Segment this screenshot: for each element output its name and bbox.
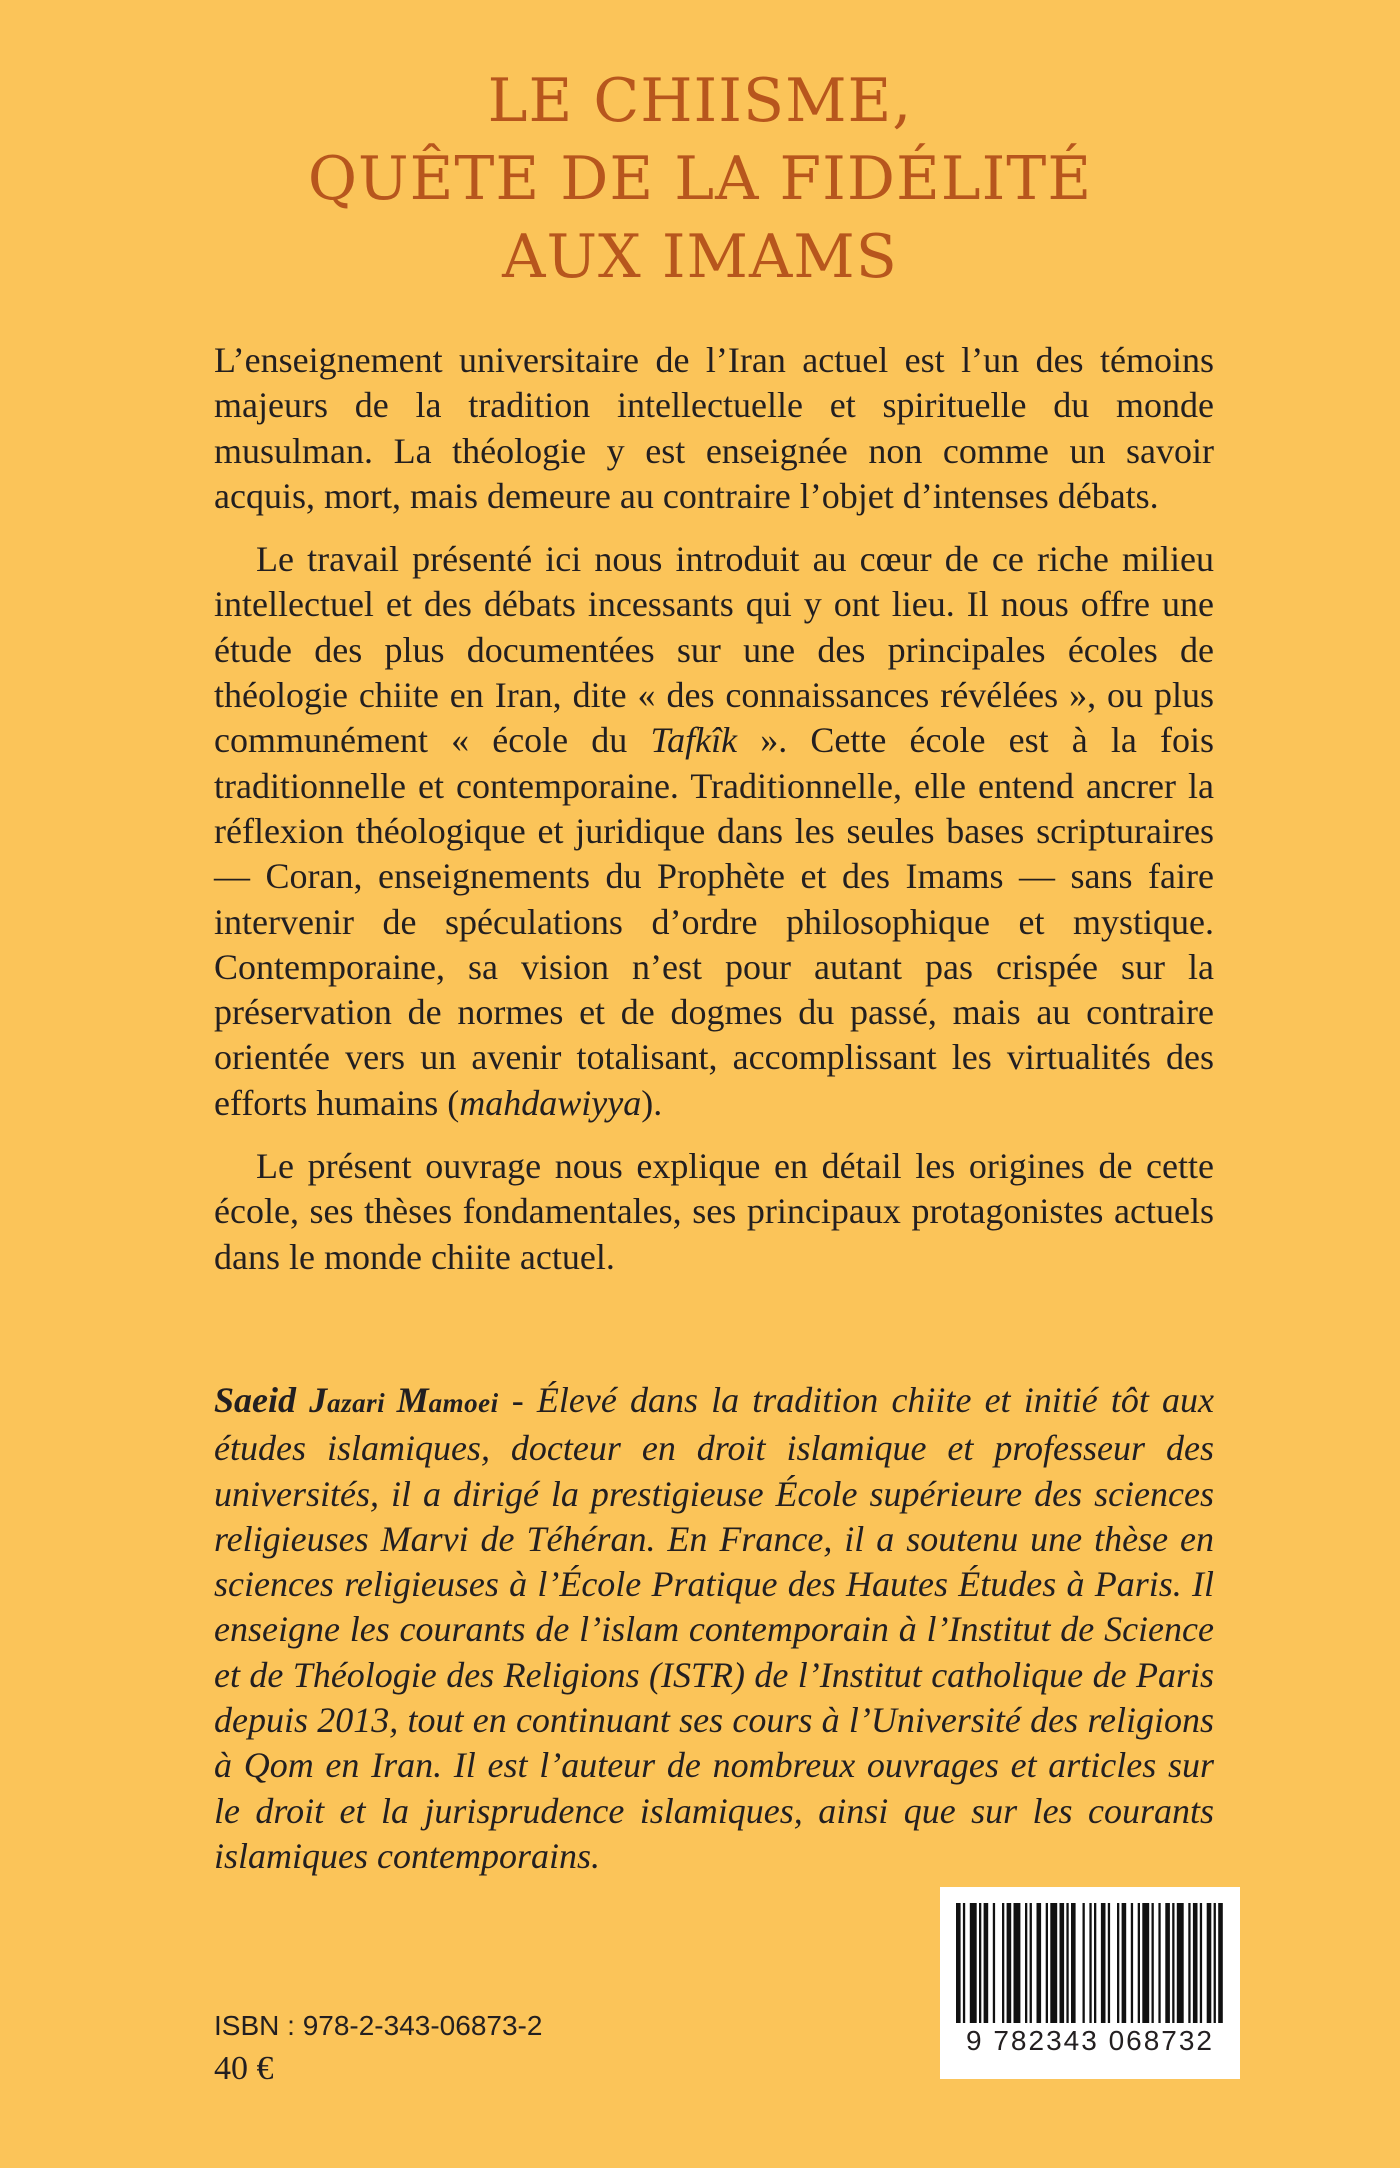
barcode-bar-6: [1002, 1903, 1004, 2023]
barcode-bar-16: [1071, 1903, 1076, 2023]
author-first-name: Saeid: [214, 1380, 310, 1420]
barcode-bar-3: [979, 1903, 981, 2023]
barcode-bar-18: [1089, 1903, 1091, 2023]
barcode-bar-2: [970, 1903, 977, 2023]
barcode-bar-32: [1188, 1903, 1190, 2023]
author-initial-m: M: [396, 1380, 429, 1420]
blurb-paragraph-2-text-a: Le travail présenté ici nous introduit au cœur de ce riche milieu intellectuel et des débats incessants qui y ont lieu. Il nous offre une étude des plus documentées sur une des principales écoles de théologie chiite en Iran, dite « des connaissances révélées », ou plus communément « école du: [214, 539, 1214, 761]
barcode-bar-29: [1165, 1903, 1170, 2023]
barcode-bar-10: [1030, 1903, 1032, 2023]
barcode-bar-26: [1142, 1903, 1149, 2023]
author-name: [214, 1380, 499, 1420]
barcode-bar-25: [1138, 1903, 1140, 2023]
barcode-bars: [954, 1903, 1226, 2023]
barcode-bar-33: [1193, 1903, 1198, 2023]
barcode-bar-27: [1152, 1903, 1154, 2023]
barcode-bar-5: [993, 1903, 995, 2023]
barcode-bar-17: [1083, 1903, 1085, 2023]
barcode-bar-31: [1177, 1903, 1184, 2023]
barcode-bar-1: [963, 1903, 965, 2023]
barcode-bar-36: [1214, 1903, 1216, 2023]
barcode-bar-15: [1066, 1903, 1068, 2023]
isbn-barcode: [940, 1887, 1240, 2079]
barcode-bar-11: [1037, 1903, 1042, 2023]
blurb-paragraph-3: Le présent ouvrage nous explique en détail les origines de cette école, ses thèses fondamentales, ses principaux protagonistes actuels dans le monde chiite actuel.: [214, 1146, 1214, 1277]
barcode-bar-13: [1050, 1903, 1057, 2023]
author-bio-text: - Élevé dans la tradition chiite et initié tôt aux études islamiques, docteur en droit islamique et professeur des universités, il a dirigé la prestigieuse École supérieure des sciences religieuses Marvi de Téhéran. En France, il a soutenu une thèse en sciences religieuses à l’École Pratique des Hautes Études à Paris. Il enseigne les courants de l’islam contemporain à l’Institut de Science et de Théologie des Religions (ISTR) de l’Institut catholique de Paris depuis 2013, tout en continuant ses cours à l’Université des religions à Qom en Iran. Il est l’auteur de nombreux ouvrages et articles sur le droit et la jurisprudence islamiques, ainsi que sur les courants islamiques contemporains.: [214, 1380, 1214, 1876]
barcode-bar-37: [1218, 1903, 1223, 2023]
barcode-bar-9: [1025, 1903, 1027, 2023]
book-title: [0, 62, 1400, 296]
author-name-part-m: amoei: [428, 1388, 499, 1418]
isbn-label: ISBN : 978-2-343-06873-2: [214, 2010, 543, 2041]
barcode-bar-35: [1207, 1903, 1212, 2023]
barcode-bar-30: [1172, 1903, 1174, 2023]
barcode-bar-28: [1158, 1903, 1160, 2023]
blurb-paragraph-1: L’enseignement universitaire de l’Iran actuel est l’un des témoins majeurs de la tradition intellectuelle et spirituelle du monde musulman. La théologie y est enseignée non comme un savoir acquis, mort, mais demeure au contraire l’objet d’intenses débats.: [214, 340, 1214, 516]
barcode-bar-23: [1122, 1903, 1127, 2023]
price-label: 40 €: [214, 2050, 274, 2087]
barcode-bar-24: [1131, 1903, 1133, 2023]
barcode-bar-22: [1117, 1903, 1119, 2023]
book-title-line-2: QUÊTE DE LA FIDÉLITÉ: [307, 144, 1093, 214]
barcode-number: 9 782343 068732: [966, 2025, 1214, 2056]
barcode-bar-20: [1101, 1903, 1106, 2023]
author-initial-j: J: [309, 1380, 328, 1420]
blurb-paragraph-2-text-c: ).: [641, 1082, 663, 1123]
blurb: [214, 338, 1214, 1298]
barcode-bar-4: [984, 1903, 989, 2023]
book-title-line-1: LE CHIISME,: [487, 66, 913, 136]
blurb-paragraph-2: [214, 537, 1214, 1126]
term-mahdawiyya: mahdawiyya: [459, 1082, 642, 1123]
book-title-line-3: AUX IMAMS: [502, 222, 898, 292]
blurb-paragraph-2-text-b: ». Cette école est à la fois traditionnelle et contemporaine. Traditionnelle, elle entend ancrer la réflexion théologique et juridique dans les seules bases scripturaires — Coran, enseignements du Prophète et des Imams — sans faire intervenir de spéculations d’ordre philosophique et mystique. Contemporaine, sa vision n’est pour autant pas crispée sur la préservation de normes et de dogmes du passé, mais au contraire orientée vers un avenir totalisant, accomplissant les virtualités des efforts humains (: [214, 720, 1214, 1123]
author-name-part-j: azari: [327, 1388, 397, 1418]
barcode-bar-8: [1014, 1903, 1021, 2023]
barcode-bar-12: [1046, 1903, 1048, 2023]
author-bio: [214, 1378, 1214, 1879]
barcode-bar-0: [956, 1903, 961, 2023]
barcode-bar-21: [1108, 1903, 1110, 2023]
barcode-bar-34: [1200, 1903, 1202, 2023]
barcode-bar-14: [1060, 1903, 1065, 2023]
barcode-bar-19: [1094, 1903, 1096, 2023]
barcode-bar-7: [1007, 1903, 1012, 2023]
term-tafkik: Tafkîk: [650, 720, 738, 761]
